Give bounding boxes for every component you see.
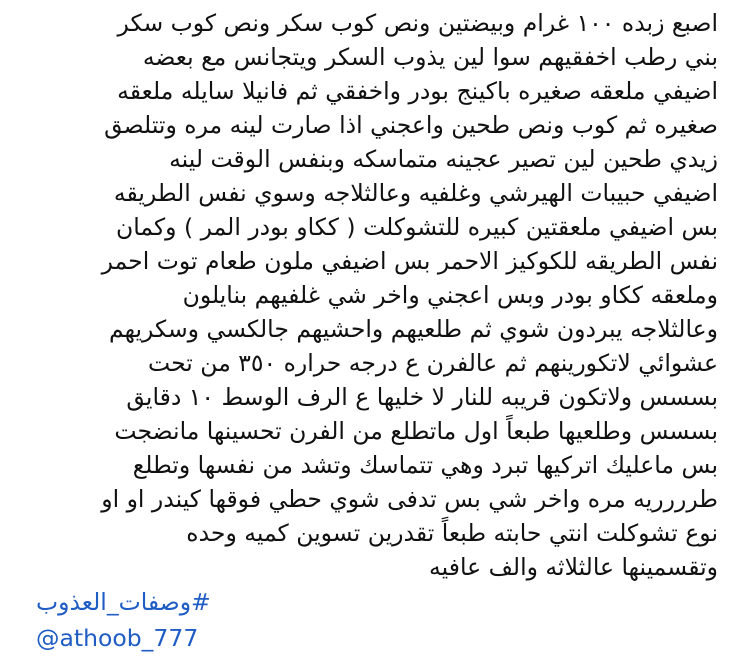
recipe-line: طرررريه مره واخر شي بس تدفى شوي حطي فوقها كيندر او او: [101, 485, 718, 513]
recipe-line: صغيره ثم كوب ونص طحين واعجني اذا صارت لينه مره وتتلصق: [104, 111, 718, 139]
recipe-line: بس اضيفي ملعقتين كبيره للتشوكلت ( ككاو بودر المر ) وكمان: [115, 213, 718, 241]
hashtag-link[interactable]: #وصفات_العذوب: [36, 588, 211, 616]
recipe-line: وملعقه ككاو بودر وبس اعجني واخر شي غلفيهم بنايلون: [182, 281, 718, 309]
recipe-line: بسسس ولاتكون قريبه للنار لا خليها ع الرف الوسط ١٠ دقايق: [126, 383, 718, 411]
recipe-line: نوع تشوكلت انتي حابته طبعاً تقدرين تسوين كميه وحده: [186, 519, 718, 547]
recipe-line: وتقسمينها عالثلاثه والف عافيه: [429, 553, 718, 581]
recipe-line: زيدي طحين لين تصير عجينه متماسكه وبنفس الوقت لينه: [169, 145, 718, 173]
user-handle-link[interactable]: @athoob_777: [36, 624, 199, 652]
recipe-line: اضيفي حبيبات الهيرشي وغلفيه وعالثلاجه وسوي نفس الطريقه: [113, 179, 718, 207]
recipe-line: بسسس وطلعيها طبعاً اول ماتطلع من الفرن تحسينها مانضجت: [114, 417, 718, 445]
recipe-line: اصبع زبده ١٠٠ غرام وبيضتين ونص كوب سكر ونص كوب سكر: [117, 9, 718, 37]
recipe-line: بس ماعليك اتركيها تبرد وهي تتماسك وتشد من نفسها وتطلع: [132, 451, 718, 479]
post-meta: [36, 585, 211, 655]
recipe-line: نفس الطريقه للكوكيز الاحمر بس اضيفي ملون طعام توت احمر: [101, 247, 718, 275]
recipe-line: اضيفي ملعقه صغيره باكينج بودر واخفقي ثم فانيلا سايله ملعقه: [117, 77, 718, 105]
recipe-text: [34, 6, 718, 584]
recipe-line: وعالثلاجه يبردون شوي ثم طلعيهم واحشيهم جالكسي وسكريهم: [109, 315, 718, 343]
recipe-line: عشوائي لاتكورينهم ثم عالفرن ع درجه حراره ٣٥٠ من تحت: [148, 349, 718, 377]
recipe-line: بني رطب اخفقيهم سوا لين يذوب السكر ويتجانس مع بعضه: [142, 43, 718, 71]
